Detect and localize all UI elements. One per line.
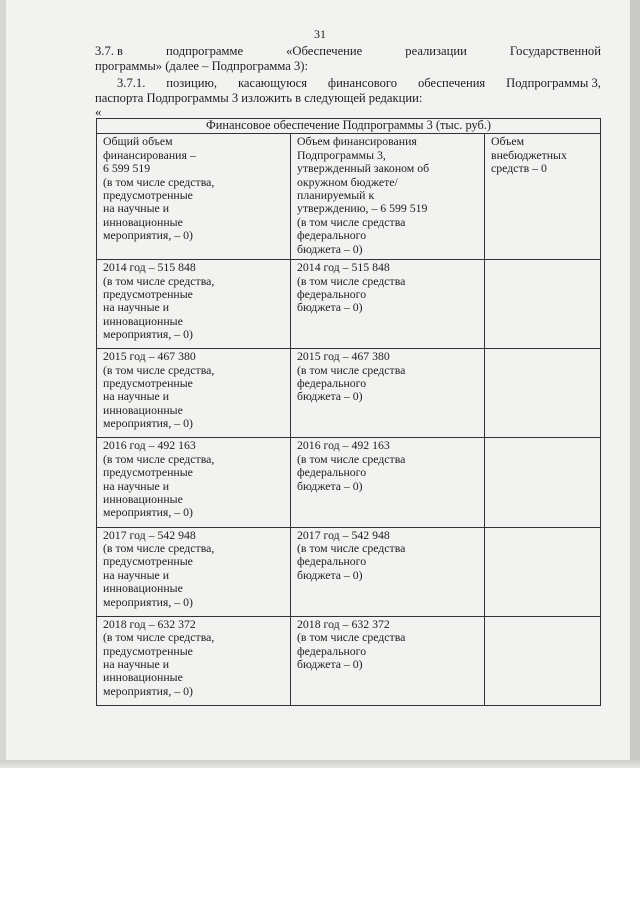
cell-line: инновационные (103, 581, 183, 596)
cell-line: федерального (297, 643, 367, 658)
word: касающуюся (237, 76, 307, 90)
cell-line: (в том числе средства (297, 630, 406, 645)
section-3-7-1-line2: паспорта Подпрограммы 3 изложить в следующей редакции: (95, 91, 423, 105)
cell-line: внебюджетных (491, 147, 567, 162)
cell-line: федерального (297, 228, 367, 243)
cell-line: мероприятия, – 0) (103, 505, 193, 520)
cell-line: планируемый к (297, 188, 375, 202)
section-3-7 (95, 44, 601, 74)
cell-line: бюджета – 0) (297, 241, 363, 256)
cell-line: окружном бюджете/ (297, 174, 398, 189)
cell-line: предусмотренные (103, 465, 193, 480)
cell-line: Объем (491, 134, 525, 149)
year-budget-cell (291, 349, 485, 438)
section-3-7-line2: программы» (далее – Подпрограмма 3): (95, 59, 308, 73)
cell-line: 2014 год – 515 848 (103, 260, 196, 275)
year-total-cell (97, 438, 291, 527)
cell-line: предусмотренные (103, 554, 193, 569)
cell-line: 2016 год – 492 163 (297, 438, 390, 453)
cell-line: федерального (297, 465, 367, 480)
cell-line: (в том числе средства, (103, 362, 215, 377)
total-funding-cell (97, 134, 291, 260)
year-budget-cell (291, 527, 485, 616)
word: 3.7. в (95, 44, 123, 58)
cell-line: Объем финансирования (297, 134, 417, 149)
table-row (97, 260, 601, 349)
year-total-cell (97, 260, 291, 349)
word: Государственной (509, 44, 601, 58)
cell-line: предусмотренные (103, 643, 193, 658)
cell-line: на научные и (103, 567, 170, 582)
cell-line: мероприятия, – 0) (103, 327, 193, 342)
cell-line: 2015 год – 467 380 (103, 349, 196, 364)
cell-line: бюджета – 0) (297, 389, 363, 404)
table-title: Финансовое обеспечение Подпрограммы 3 (тыс. руб.) (97, 119, 601, 134)
cell-line: инновационные (103, 313, 183, 328)
cell-line: (в том числе средства, (103, 541, 215, 556)
cell-line: на научные и (103, 389, 170, 404)
table-row (97, 527, 601, 616)
opening-quote: « (95, 104, 102, 119)
year-total-cell (97, 616, 291, 705)
section-3-7-1 (95, 76, 601, 106)
cell-line: (в том числе средства (297, 273, 406, 288)
cell-line: 2016 год – 492 163 (103, 438, 196, 453)
cell-line: (в том числе средства, (103, 451, 215, 466)
cell-line: 2018 год – 632 372 (103, 616, 196, 631)
financing-table (96, 118, 601, 706)
table-row (97, 349, 601, 438)
cell-line: предусмотренные (103, 286, 193, 301)
year-extrabudgetary-cell (485, 438, 601, 527)
word: реализации (405, 44, 467, 58)
cell-line: (в том числе средства, (103, 273, 215, 288)
cell-line: средств – 0 (491, 161, 547, 176)
year-extrabudgetary-cell (485, 527, 601, 616)
year-total-cell (97, 349, 291, 438)
extrabudgetary-funding-cell (485, 134, 601, 260)
cell-line: инновационные (103, 492, 183, 507)
page-right-shadow (630, 0, 640, 768)
year-total-cell (97, 527, 291, 616)
cell-line: инновационные (103, 402, 183, 417)
cell-line: бюджета – 0) (297, 567, 363, 582)
year-budget-cell (291, 260, 485, 349)
cell-line: на научные и (103, 300, 170, 315)
word: «Обеспечение (286, 44, 363, 58)
cell-line: (в том числе средства (297, 451, 406, 466)
table-header-row (97, 134, 601, 260)
cell-line: на научные и (103, 478, 170, 493)
year-extrabudgetary-cell (485, 260, 601, 349)
cell-line: (в том числе средства, (103, 174, 215, 189)
word: 3.7.1. (117, 76, 146, 90)
cell-line: мероприятия, – 0) (103, 594, 193, 609)
cell-line: бюджета – 0) (297, 657, 363, 671)
cell-line: на научные и (103, 657, 170, 671)
cell-line: предусмотренные (103, 188, 193, 202)
cell-line: (в том числе средства, (103, 630, 215, 645)
page-left-shadow (0, 0, 6, 768)
section-3-7-1-line1 (95, 76, 601, 91)
cell-line: Общий объем (103, 134, 173, 149)
cell-line: мероприятия, – 0) (103, 228, 193, 243)
cell-line: утверждению, – 6 599 519 (297, 201, 428, 216)
page-bottom-edge (0, 760, 640, 768)
cell-line: федерального (297, 554, 367, 569)
page-number: 31 (314, 27, 326, 41)
word: обеспечения (417, 76, 486, 90)
cell-line: инновационные (103, 670, 183, 685)
cell-line: 2015 год – 467 380 (297, 349, 390, 364)
year-budget-cell (291, 616, 485, 705)
table-title-row (97, 119, 601, 134)
table-row (97, 438, 601, 527)
section-3-7-line1 (95, 44, 601, 59)
cell-line: мероприятия, – 0) (103, 416, 193, 431)
cell-line: 2017 год – 542 948 (103, 527, 196, 542)
cell-line: бюджета – 0) (297, 478, 363, 493)
cell-line: (в том числе средства (297, 214, 406, 229)
cell-line: 2018 год – 632 372 (297, 616, 390, 631)
cell-line: инновационные (103, 214, 183, 229)
word: позицию, (166, 76, 218, 90)
cell-line: (в том числе средства (297, 541, 406, 556)
cell-line: 2014 год – 515 848 (297, 260, 390, 275)
word: финансового (327, 76, 398, 90)
cell-line: предусмотренные (103, 376, 193, 391)
year-extrabudgetary-cell (485, 349, 601, 438)
cell-line: (в том числе средства (297, 362, 406, 377)
cell-line: утвержденный законом об (297, 161, 430, 176)
word: подпрограмме (166, 44, 244, 58)
budget-funding-cell (291, 134, 485, 260)
cell-line: 2017 год – 542 948 (297, 527, 390, 542)
cell-line: на научные и (103, 201, 170, 216)
table-row (97, 616, 601, 705)
word: Подпрограммы 3, (506, 76, 601, 90)
year-budget-cell (291, 438, 485, 527)
cell-line: бюджета – 0) (297, 300, 363, 315)
cell-line: мероприятия, – 0) (103, 683, 193, 698)
cell-line: финансирования – (103, 147, 196, 162)
year-extrabudgetary-cell (485, 616, 601, 705)
cell-line: Подпрограммы 3, (297, 147, 386, 162)
cell-line: 6 599 519 (103, 161, 151, 176)
cell-line: федерального (297, 286, 367, 301)
cell-line: федерального (297, 376, 367, 391)
